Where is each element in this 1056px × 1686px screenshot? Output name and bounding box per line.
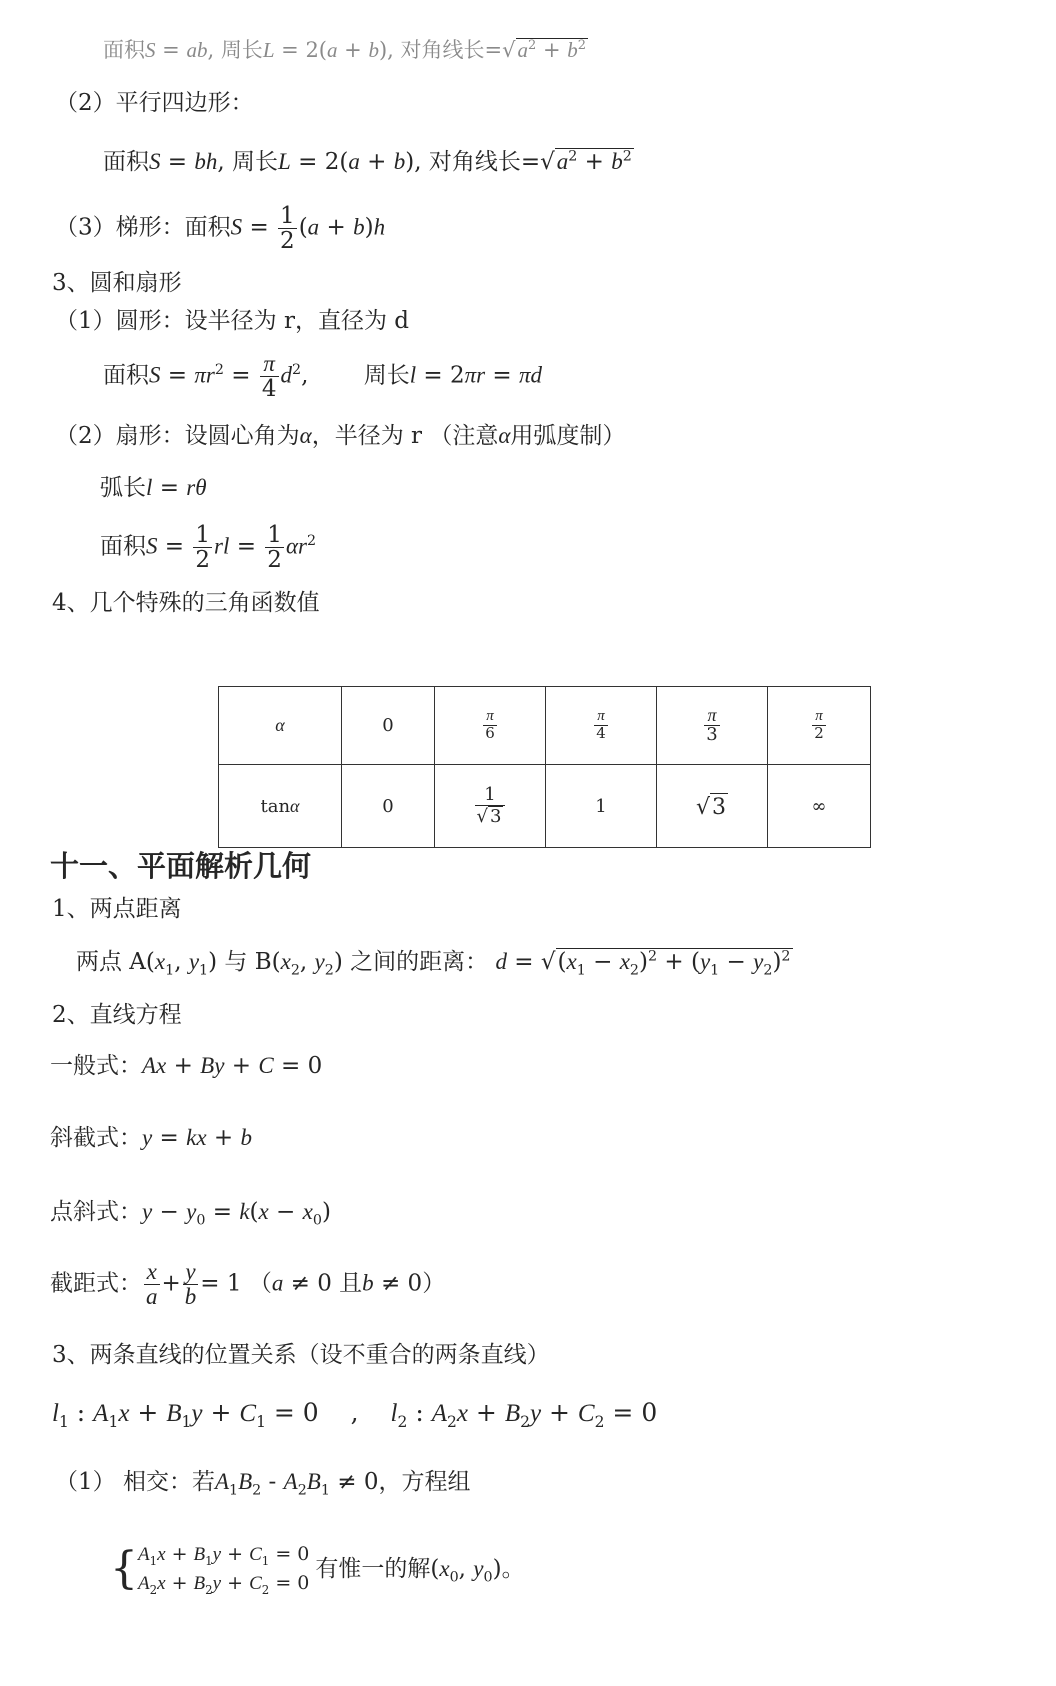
row-label-alpha: α	[219, 687, 342, 765]
angle-cell: $\frac{\pi}{2}$	[768, 687, 871, 765]
diagonal-label: 对角线长	[400, 38, 485, 62]
trapezoid-heading: （3）梯形：	[55, 214, 185, 241]
area-label: 面积	[184, 214, 231, 241]
line-eq-heading: 2、直线方程	[52, 1002, 182, 1028]
parallelogram-formula: 面积S = bh, 周长L = 2(a + b), 对角线长$=√a^2 + b^2$	[103, 148, 632, 175]
point-slope-form: 点斜式：$y - y_0 = k(x - x_0)$	[50, 1199, 331, 1229]
position-heading: 3、两条直线的位置关系（设不重合的两条直线）	[52, 1342, 550, 1368]
angle-cell: $\frac{\pi}{4}$	[546, 687, 657, 765]
equation-system: { $A_1x + B_1y + C_1 = 0$ $A_2x + B_2y + C_2 = 0$ 有惟一的解($x_0$, $y_0$)。	[110, 1543, 525, 1598]
perimeter-label: 周长	[220, 38, 263, 62]
distance-formula: 两点 $A(x_1$, $y_1$) 与 $B(x_2$, $y_2$) 之间的距离： $d = √(x_1 - x_2)^2 + (y_1 - y_2)^2$	[76, 948, 791, 979]
diagonal-label: 对角线长	[428, 149, 521, 175]
table-row	[219, 765, 871, 848]
value-cell: ∞	[768, 765, 871, 848]
section-title: 十一、平面解析几何	[50, 849, 312, 883]
area-label: 面积	[100, 533, 146, 560]
distance-heading: 1、两点距离	[52, 896, 182, 922]
general-form: 一般式：Ax + By + C = 0	[50, 1053, 323, 1079]
value-cell: 1	[546, 765, 657, 848]
two-lines: $l_1$ : $A_1x + B_1y + C_1 = 0$ , $l_2$ : $A_2x + B_2y + C_2 = 0$	[52, 1398, 658, 1431]
angle-cell: $\frac{\pi}{6}$	[435, 687, 546, 765]
value-cell: $\frac{1}{√ 3}$	[435, 765, 546, 848]
sector-heading: （2）扇形：设圆心角为α，半径为 r （注意α用弧度制）	[55, 423, 626, 449]
value-cell: 0	[342, 765, 435, 848]
intersect-line: （1） 相交：若$A_1B_2 - A_2B_1 \ne 0$，方程组	[55, 1469, 471, 1499]
trig-table	[218, 686, 871, 848]
circle-sector-heading: 3、圆和扇形	[52, 270, 182, 296]
intercept-form: 截距式： $\frac{x}{a}$ + $\frac{y}{b}$ = 1 （a ≠ 0 且b ≠ 0）	[50, 1259, 446, 1310]
arc-label: 弧长	[100, 475, 146, 501]
trapezoid-line: （3）梯形：面积S = $\frac{1}{2}$ (a + b)h	[55, 203, 386, 255]
arc-length-formula: 弧长l = rθ	[100, 475, 207, 501]
area-label: 面积	[103, 38, 145, 62]
rectangle-formula: 面积S = ab, 周长L = 2(a + b), 对角线长$=√a^2 + b^2$	[103, 38, 587, 62]
table-row	[219, 687, 871, 765]
angle-cell: 0	[342, 687, 435, 765]
area-label: 面积	[103, 149, 149, 175]
parallelogram-heading: （2）平行四边形：	[55, 90, 254, 116]
value-cell: √3	[657, 765, 768, 848]
angle-cell: $\frac{\pi}{3}$	[657, 687, 768, 765]
circle-formula: 面积$S = \pi r^2$ = $\frac{\pi}{4}$ $d^2$, 周长l = 2πr = πd	[103, 351, 543, 403]
circle-heading: （1）圆形：设半径为 r，直径为 d	[55, 308, 409, 334]
row-label-tan: tanα	[219, 765, 342, 848]
slope-intercept-form: 斜截式：y = kx + b	[50, 1125, 252, 1151]
perimeter-label: 周长	[232, 149, 279, 175]
sector-area-formula: 面积S = $\frac{1}{2}$ rl = $\frac{1}{2}$ $\alpha r^2$	[100, 522, 317, 574]
area-label: 面积	[103, 362, 149, 389]
trig-heading: 4、几个特殊的三角函数值	[52, 590, 320, 616]
perimeter-label: 周长	[363, 362, 410, 389]
